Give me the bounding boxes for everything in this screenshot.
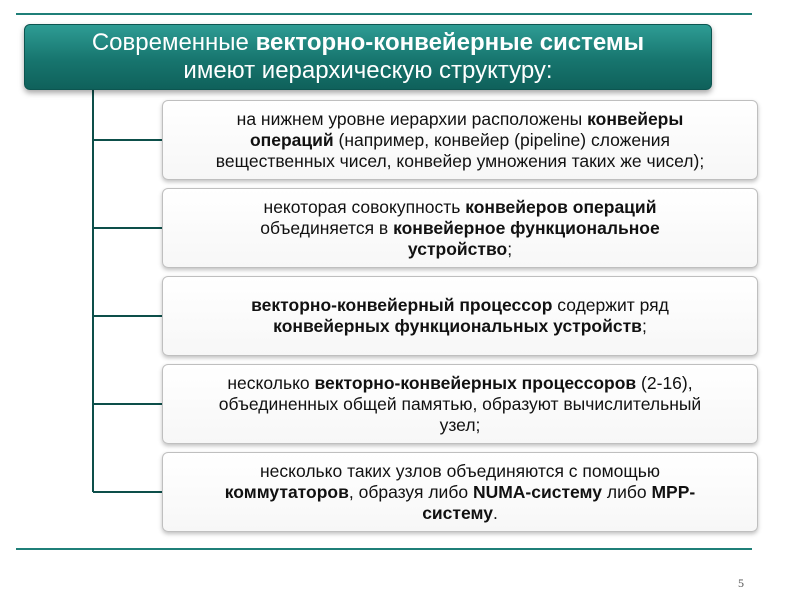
bold-text: конвейеров операций	[465, 196, 657, 217]
item-line	[225, 482, 695, 503]
bold-text: устройство	[407, 238, 508, 259]
text-run: вещественных чисел, конвейер умножения таких же чисел);	[215, 150, 705, 171]
text-run: ;	[507, 238, 513, 259]
text-run: Современные	[91, 29, 256, 56]
bold-text: MPP-	[651, 481, 696, 502]
item-line	[219, 394, 701, 415]
title-line	[183, 57, 552, 85]
text-run: либо	[602, 481, 652, 502]
hierarchy-item-5	[162, 452, 758, 532]
text-run: ;	[641, 316, 647, 336]
bold-text: систему	[422, 502, 493, 523]
text-run: объединенных общей памятью, образуют вычислительный	[218, 393, 702, 414]
text-run: содержит ряд	[552, 295, 669, 315]
bold-text: NUMA-систему	[472, 481, 602, 502]
item-line	[237, 109, 684, 130]
text-run: (2-16),	[636, 372, 693, 393]
item-line	[260, 218, 659, 239]
bold-text: векторно-конвейерный процессор	[251, 295, 553, 315]
hierarchy-item-4	[162, 364, 758, 444]
item-line	[250, 130, 670, 151]
bold-text: векторно-конвейерных процессоров	[314, 372, 637, 393]
title-line	[92, 29, 644, 57]
text-run: объединяется в	[260, 217, 394, 238]
text-run: .	[492, 502, 498, 523]
bold-text: конвейеры	[587, 108, 684, 129]
bold-text: конвейерное функциональное	[393, 217, 660, 238]
text-run: (например, конвейер (pipeline) сложения	[333, 129, 671, 150]
text-run: имеют иерархическую структуру:	[183, 57, 553, 84]
text-run: узел;	[439, 414, 481, 435]
bold-text: конвейерных функциональных устройств	[273, 316, 642, 336]
item-line	[273, 316, 647, 337]
text-run: несколько	[227, 372, 315, 393]
bold-text: коммутаторов	[224, 481, 349, 502]
hierarchy-item-3	[162, 276, 758, 356]
item-line	[227, 373, 692, 394]
hierarchy-item-1	[162, 100, 758, 180]
title-box	[24, 24, 712, 90]
item-line	[251, 295, 669, 316]
item-line	[422, 503, 498, 524]
item-line	[264, 197, 657, 218]
bottom-rule	[16, 548, 752, 550]
text-run: некоторая совокупность	[263, 196, 466, 217]
text-run: несколько таких узлов объединяются с помощью	[259, 460, 661, 481]
bold-text: операций	[249, 129, 334, 150]
page-number: 5	[738, 576, 744, 590]
bold-text: векторно-конвейерные системы	[255, 29, 645, 56]
hierarchy-item-2	[162, 188, 758, 268]
item-line	[216, 151, 704, 172]
item-line	[260, 461, 660, 482]
text-run: на нижнем уровне иерархии расположены	[236, 108, 588, 129]
text-run: , образуя либо	[348, 481, 473, 502]
item-line	[440, 415, 481, 436]
item-line	[408, 239, 512, 260]
